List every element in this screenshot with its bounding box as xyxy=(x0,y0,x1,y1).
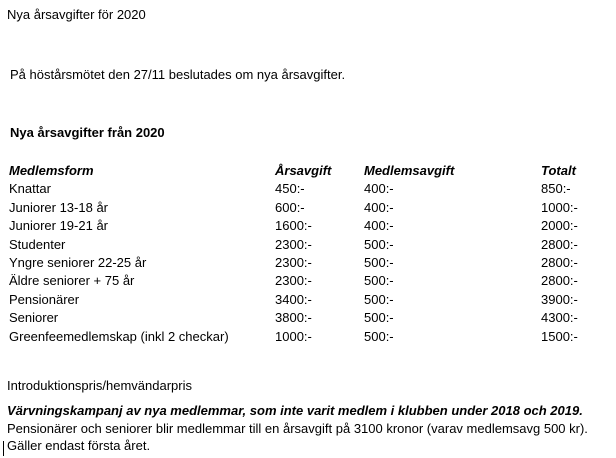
cell-medlemsavgift: 500:- xyxy=(364,255,394,271)
cell-medlemsform: Äldre seniorer + 75 år xyxy=(9,273,135,289)
fee-table xyxy=(9,162,601,346)
text-cursor xyxy=(3,441,4,456)
cell-medlemsavgift: 400:- xyxy=(364,181,394,197)
cell-medlemsavgift: 500:- xyxy=(364,328,394,344)
cell-medlemsavgift: 400:- xyxy=(364,199,394,215)
cell-totalt: 1000:- xyxy=(541,199,578,215)
header-totalt: Totalt xyxy=(541,163,576,178)
cell-medlemsform: Yngre seniorer 22-25 år xyxy=(9,255,147,271)
cell-medlemsform: Knattar xyxy=(9,181,51,197)
cell-totalt: 2800:- xyxy=(541,236,578,252)
cell-medlemsavgift: 400:- xyxy=(364,218,394,234)
campaign-headline: Värvningskampanj av nya medlemmar, som inte varit medlem i klubben under 2018 och 2019. xyxy=(7,403,583,418)
page-title: Nya årsavgifter för 2020 xyxy=(7,7,146,22)
cell-medlemsavgift: 500:- xyxy=(364,310,394,326)
cell-arsavgift: 3800:- xyxy=(275,310,312,326)
cell-medlemsavgift: 500:- xyxy=(364,273,394,289)
table-row xyxy=(9,199,601,217)
campaign-validity-text: Gäller endast första året. xyxy=(7,438,151,453)
table-header-row xyxy=(9,162,601,180)
table-row xyxy=(9,236,601,254)
table-row xyxy=(9,217,601,235)
cell-totalt: 2000:- xyxy=(541,218,578,234)
cell-medlemsform: Juniorer 13-18 år xyxy=(9,199,108,215)
cell-totalt: 4300:- xyxy=(541,310,578,326)
table-row xyxy=(9,180,601,198)
cell-medlemsform: Pensionärer xyxy=(9,291,80,307)
table-row xyxy=(9,254,601,272)
cell-arsavgift: 3400:- xyxy=(275,291,312,307)
cell-medlemsform: Studenter xyxy=(9,236,66,252)
cell-arsavgift: 600:- xyxy=(275,199,305,215)
cell-totalt: 3900:- xyxy=(541,291,578,307)
table-row xyxy=(9,272,601,290)
section-heading: Nya årsavgifter från 2020 xyxy=(10,125,165,140)
header-medlemsform: Medlemsform xyxy=(9,163,94,178)
cell-arsavgift: 2300:- xyxy=(275,273,312,289)
cell-arsavgift: 1600:- xyxy=(275,218,312,234)
cell-arsavgift: 2300:- xyxy=(275,236,312,252)
cell-medlemsform: Juniorer 19-21 år xyxy=(9,218,108,234)
cell-totalt: 2800:- xyxy=(541,273,578,289)
cell-medlemsform: Greenfeemedlemskap (inkl 2 checkar) xyxy=(9,328,229,344)
cell-totalt: 2800:- xyxy=(541,255,578,271)
table-row xyxy=(9,309,601,327)
header-medlemsavgift: Medlemsavgift xyxy=(364,163,455,178)
campaign-text: Pensionärer och seniorer blir medlemmar till en årsavgift på 3100 kronor (varav medlemsavg 500 kr). xyxy=(7,420,588,436)
table-row xyxy=(9,291,601,309)
cell-totalt: 1500:- xyxy=(541,328,578,344)
cell-medlemsform: Seniorer xyxy=(9,310,59,326)
cell-medlemsavgift: 500:- xyxy=(364,236,394,252)
table-row xyxy=(9,328,601,346)
cell-arsavgift: 450:- xyxy=(275,181,305,197)
campaign-block xyxy=(7,402,607,455)
intro-paragraph: På höstårsmötet den 27/11 beslutades om nya årsavgifter. xyxy=(10,67,346,82)
intropris-label: Introduktionspris/hemvändarpris xyxy=(7,378,192,393)
cell-arsavgift: 1000:- xyxy=(275,328,312,344)
cell-arsavgift: 2300:- xyxy=(275,255,312,271)
header-arsavgift: Årsavgift xyxy=(275,163,332,178)
cell-medlemsavgift: 500:- xyxy=(364,291,394,307)
cell-totalt: 850:- xyxy=(541,181,571,197)
